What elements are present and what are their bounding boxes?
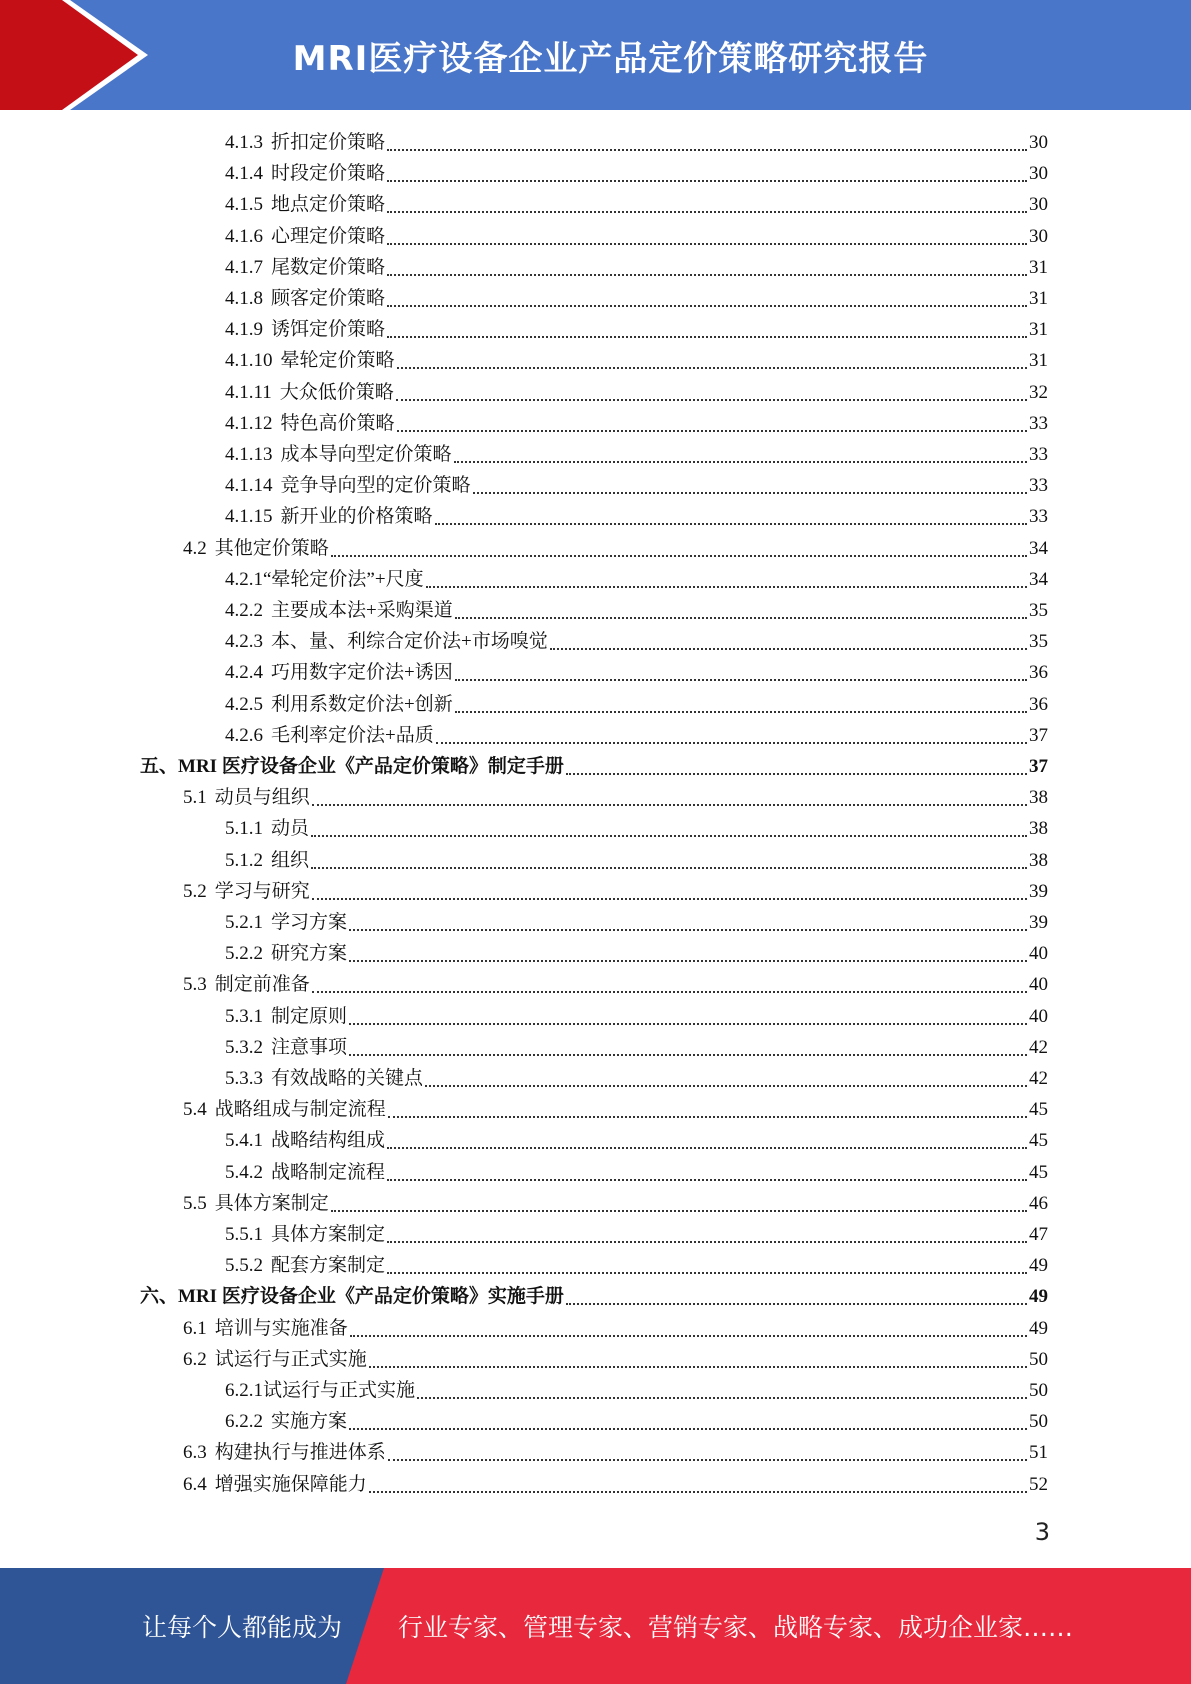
- toc-leader-dots: [387, 1178, 1027, 1181]
- toc-entry-title: 试运行与正式实施: [263, 1380, 416, 1401]
- toc-entry-number: 4.2.4: [225, 662, 263, 683]
- toc-entry-number: 五、: [140, 756, 179, 777]
- toc-entry-page: 40: [1029, 943, 1048, 964]
- toc-entry-number: 4.2: [183, 538, 207, 559]
- toc-entry[interactable]: [225, 127, 1048, 158]
- toc-entry[interactable]: [183, 1469, 1048, 1500]
- toc-leader-dots: [349, 1427, 1027, 1430]
- toc-entry-title: 试运行与正式实施: [214, 1349, 367, 1370]
- toc-entry-title: 战略结构组成: [271, 1130, 386, 1151]
- page-footer: [0, 1568, 1191, 1684]
- toc-entry-page: 30: [1029, 194, 1048, 215]
- toc-leader-dots: [350, 1334, 1027, 1337]
- page-number: 3: [1034, 1518, 1050, 1546]
- toc-leader-dots: [417, 1396, 1027, 1399]
- toc-entry-page: 31: [1029, 257, 1048, 278]
- toc-leader-dots: [396, 398, 1027, 401]
- toc-entry-number: 6.3: [183, 1442, 207, 1463]
- toc-leader-dots: [566, 1302, 1027, 1305]
- toc-entry-number: 5.2.2: [225, 943, 263, 964]
- toc-entry-page: 30: [1029, 163, 1048, 184]
- toc-entry[interactable]: [225, 1219, 1048, 1250]
- toc-entry-number: 5.3.2: [225, 1037, 263, 1058]
- toc-entry[interactable]: [183, 1188, 1048, 1219]
- toc-entry-number: 5.1.2: [225, 850, 263, 871]
- toc-leader-dots: [455, 710, 1027, 713]
- toc-entry-title: 晕轮定价策略: [280, 350, 395, 371]
- toc-entry-number: 4.1.4: [225, 163, 263, 184]
- toc-entry-number: 4.2.6: [225, 725, 263, 746]
- toc-entry-title: 具体方案制定: [214, 1193, 329, 1214]
- toc-entry[interactable]: [225, 1250, 1048, 1281]
- toc-leader-dots: [387, 273, 1027, 276]
- toc-leader-dots: [387, 335, 1027, 338]
- toc-entry-page: 40: [1029, 1006, 1048, 1027]
- toc-entry-title: 培训与实施准备: [214, 1318, 348, 1339]
- toc-entry-title: 动员与组织: [214, 787, 310, 808]
- toc-entry-number: 4.1.11: [225, 382, 272, 403]
- toc-entry-number: 5.3.1: [225, 1006, 263, 1027]
- toc-entry[interactable]: [225, 1125, 1048, 1156]
- toc-entry-page: 35: [1029, 600, 1048, 621]
- toc-leader-dots: [349, 1053, 1027, 1056]
- toc-entry-title: 学习与研究: [214, 881, 310, 902]
- toc-entry-number: 5.1: [183, 787, 207, 808]
- toc-entry-title: 特色高价策略: [280, 413, 395, 434]
- toc-entry[interactable]: [183, 533, 1048, 564]
- toc-entry[interactable]: [225, 345, 1048, 376]
- toc-leader-dots: [473, 491, 1027, 494]
- toc-leader-dots: [455, 678, 1027, 681]
- toc-entry-title: MRI 医疗设备企业《产品定价策略》制定手册: [178, 756, 564, 777]
- toc-entry-page: 34: [1029, 569, 1048, 590]
- toc-leader-dots: [387, 304, 1027, 307]
- toc-leader-dots: [435, 522, 1027, 525]
- toc-entry[interactable]: [225, 252, 1048, 283]
- toc-entry-page: 35: [1029, 631, 1048, 652]
- toc-entry-title: 战略制定流程: [271, 1162, 386, 1183]
- toc-entry[interactable]: [225, 626, 1048, 657]
- toc-entry-number: 5.4: [183, 1099, 207, 1120]
- toc-entry-number: 5.4.1: [225, 1130, 263, 1151]
- toc-entry-number: 4.1.14: [225, 475, 273, 496]
- toc-entry-number: 4.1.3: [225, 132, 263, 153]
- toc-entry-title: 研究方案: [271, 943, 348, 964]
- toc-leader-dots: [436, 741, 1027, 744]
- toc-entry-page: 49: [1029, 1318, 1048, 1339]
- toc-leader-dots: [387, 210, 1027, 213]
- toc-leader-dots: [369, 1490, 1027, 1493]
- toc-entry-title: 制定原则: [271, 1006, 348, 1027]
- toc-entry-page: 45: [1029, 1099, 1048, 1120]
- toc-entry[interactable]: [225, 845, 1048, 876]
- toc-entry-number: 4.2.2: [225, 600, 263, 621]
- toc-leader-dots: [455, 616, 1027, 619]
- toc-leader-dots: [387, 1146, 1027, 1149]
- toc-entry[interactable]: [225, 501, 1048, 532]
- toc-entry[interactable]: [225, 1375, 1048, 1406]
- toc-entry-title: 战略组成与制定流程: [214, 1099, 386, 1120]
- toc-entry-page: 49: [1029, 1255, 1048, 1276]
- toc-entry-number: 5.5.1: [225, 1224, 263, 1245]
- toc-entry[interactable]: [225, 189, 1048, 220]
- toc-entry-number: 6.2.2: [225, 1411, 263, 1432]
- toc-entry-title: 增强实施保障能力: [214, 1474, 367, 1495]
- toc-entry-page: 46: [1029, 1193, 1048, 1214]
- toc-entry[interactable]: [183, 876, 1048, 907]
- toc-entry-title: 诱饵定价策略: [271, 319, 386, 340]
- toc-entry-page: 30: [1029, 226, 1048, 247]
- toc-entry[interactable]: [225, 907, 1048, 938]
- toc-entry[interactable]: [225, 283, 1048, 314]
- toc-entry-title: 心理定价策略: [271, 226, 386, 247]
- toc-entry-page: 32: [1029, 382, 1048, 403]
- toc-entry-page: 40: [1029, 974, 1048, 995]
- footer-slogan-left: 让每个人都能成为: [142, 1613, 343, 1642]
- toc-entry[interactable]: [225, 813, 1048, 844]
- toc-entry-page: 33: [1029, 413, 1048, 434]
- toc-entry-number: 5.3.3: [225, 1068, 263, 1089]
- toc-entry-page: 38: [1029, 850, 1048, 871]
- toc-entry-title: 实施方案: [271, 1411, 348, 1432]
- toc-entry[interactable]: [225, 314, 1048, 345]
- toc-entry-page: 36: [1029, 662, 1048, 683]
- toc-entry-number: 5.4.2: [225, 1162, 263, 1183]
- toc-entry-title: 有效战略的关键点: [271, 1068, 424, 1089]
- toc-entry-page: 45: [1029, 1130, 1048, 1151]
- toc-leader-dots: [349, 959, 1027, 962]
- toc-leader-dots: [369, 1365, 1027, 1368]
- toc-entry-page: 50: [1029, 1411, 1048, 1432]
- toc-leader-dots: [387, 179, 1027, 182]
- toc-entry-title: MRI 医疗设备企业《产品定价策略》实施手册: [178, 1286, 564, 1307]
- toc-entry-number: 4.2.3: [225, 631, 263, 652]
- toc-entry-page: 34: [1029, 538, 1048, 559]
- toc-entry-page: 31: [1029, 288, 1048, 309]
- toc-entry-title: 利用系数定价法+创新: [271, 694, 453, 715]
- toc-leader-dots: [387, 148, 1027, 151]
- toc-leader-dots: [312, 897, 1027, 900]
- toc-leader-dots: [566, 772, 1027, 775]
- toc-leader-dots: [349, 928, 1027, 931]
- toc-entry-number: 6.4: [183, 1474, 207, 1495]
- toc-entry[interactable]: [183, 1094, 1048, 1125]
- toc-entry[interactable]: [225, 1001, 1048, 1032]
- toc-entry-page: 39: [1029, 881, 1048, 902]
- toc-entry-number: 6.1: [183, 1318, 207, 1339]
- toc-entry-title: 时段定价策略: [271, 163, 386, 184]
- toc-entry-page: 50: [1029, 1349, 1048, 1370]
- toc-entry-title: 地点定价策略: [271, 194, 386, 215]
- toc-leader-dots: [331, 1209, 1027, 1212]
- toc-leader-dots: [349, 1022, 1027, 1025]
- toc-entry-number: 4.1.12: [225, 413, 273, 434]
- page-header: [0, 0, 1191, 110]
- toc-leader-dots: [454, 460, 1027, 463]
- toc-entry-page: 38: [1029, 787, 1048, 808]
- toc-leader-dots: [331, 554, 1027, 557]
- toc-leader-dots: [425, 1084, 1027, 1087]
- toc-entry-number: 4.1.9: [225, 319, 263, 340]
- toc-entry-title: 本、量、利综合定价法+市场嗅觉: [271, 631, 548, 652]
- toc-entry-title: 竞争导向型的定价策略: [280, 475, 471, 496]
- toc-entry-number: 4.2.5: [225, 694, 263, 715]
- toc-entry-page: 47: [1029, 1224, 1048, 1245]
- toc-entry-number: 4.1.15: [225, 506, 273, 527]
- toc-entry[interactable]: [225, 1063, 1048, 1094]
- toc-entry-page: 33: [1029, 506, 1048, 527]
- toc-entry-number: 4.1.7: [225, 257, 263, 278]
- toc-leader-dots: [550, 647, 1027, 650]
- toc-entry-title: 主要成本法+采购渠道: [271, 600, 453, 621]
- toc-entry-title: 注意事项: [271, 1037, 348, 1058]
- toc-entry-page: 30: [1029, 132, 1048, 153]
- toc-entry-page: 33: [1029, 475, 1048, 496]
- toc-leader-dots: [387, 242, 1027, 245]
- toc-entry[interactable]: [140, 1281, 1048, 1312]
- toc-entry[interactable]: [225, 377, 1048, 408]
- toc-entry-page: 37: [1029, 756, 1048, 777]
- toc-entry-number: 4.1.5: [225, 194, 263, 215]
- toc-entry-page: 50: [1029, 1380, 1048, 1401]
- toc-leader-dots: [388, 1458, 1027, 1461]
- toc-entry-number: 5.5.2: [225, 1255, 263, 1276]
- toc-entry-page: 42: [1029, 1068, 1048, 1089]
- toc-entry[interactable]: [225, 1032, 1048, 1063]
- toc-leader-dots: [312, 803, 1027, 806]
- toc-entry[interactable]: [225, 221, 1048, 252]
- toc-entry-title: 巧用数字定价法+诱因: [271, 662, 453, 683]
- toc-entry[interactable]: [225, 408, 1048, 439]
- toc-entry-number: 六、: [140, 1286, 179, 1307]
- toc-entry-title: 毛利率定价法+品质: [271, 725, 434, 746]
- report-title: MRI医疗设备企业产品定价策略研究报告: [292, 38, 929, 79]
- toc-entry-number: 4.2.1: [225, 569, 263, 590]
- toc-entry-title: 顾客定价策略: [271, 288, 386, 309]
- toc-entry-page: 42: [1029, 1037, 1048, 1058]
- toc-leader-dots: [312, 990, 1027, 993]
- toc-entry-number: 5.1.1: [225, 818, 263, 839]
- toc-entry[interactable]: [183, 969, 1048, 1000]
- toc-entry-title: 学习方案: [271, 912, 348, 933]
- toc-entry-title: 成本导向型定价策略: [280, 444, 452, 465]
- toc-entry[interactable]: [225, 720, 1048, 751]
- toc-entry-page: 38: [1029, 818, 1048, 839]
- toc-entry-title: 新开业的价格策略: [280, 506, 433, 527]
- toc-entry[interactable]: [183, 1313, 1048, 1344]
- toc-entry-number: 5.2.1: [225, 912, 263, 933]
- toc-entry-page: 52: [1029, 1474, 1048, 1495]
- footer-slogan-right: 行业专家、管理专家、营销专家、战略专家、成功企业家……: [398, 1613, 1074, 1642]
- toc-entry-page: 39: [1029, 912, 1048, 933]
- toc-entry[interactable]: [183, 782, 1048, 813]
- toc-entry[interactable]: [225, 564, 1048, 595]
- toc-entry-number: 6.2.1: [225, 1380, 263, 1401]
- toc-entry-number: 4.1.10: [225, 350, 273, 371]
- toc-entry-title: “晕轮定价法”+尺度: [263, 569, 424, 590]
- toc-leader-dots: [397, 366, 1027, 369]
- toc-entry[interactable]: [225, 1157, 1048, 1188]
- toc-entry[interactable]: [225, 938, 1048, 969]
- toc-entry-title: 组织: [271, 850, 310, 871]
- toc-entry-title: 其他定价策略: [214, 538, 329, 559]
- toc-entry[interactable]: [225, 1406, 1048, 1437]
- toc-entry-number: 5.5: [183, 1193, 207, 1214]
- toc-entry-title: 动员: [271, 818, 310, 839]
- toc-leader-dots: [311, 834, 1027, 837]
- toc-entry-page: 45: [1029, 1162, 1048, 1183]
- toc-entry[interactable]: [183, 1437, 1048, 1468]
- toc-entry-number: 4.1.8: [225, 288, 263, 309]
- toc-entry[interactable]: [225, 595, 1048, 626]
- toc-entry-title: 大众低价策略: [279, 382, 394, 403]
- toc-entry-page: 36: [1029, 694, 1048, 715]
- toc-entry[interactable]: [183, 1344, 1048, 1375]
- toc-entry[interactable]: [140, 751, 1048, 782]
- toc-entry[interactable]: [225, 470, 1048, 501]
- toc-entry-number: 4.1.6: [225, 226, 263, 247]
- toc-entry-page: 49: [1029, 1286, 1048, 1307]
- toc-entry-page: 31: [1029, 350, 1048, 371]
- toc-leader-dots: [426, 585, 1027, 588]
- toc-leader-dots: [397, 429, 1027, 432]
- toc-entry-page: 51: [1029, 1442, 1048, 1463]
- toc-entry-number: 4.1.13: [225, 444, 273, 465]
- toc-entry-page: 33: [1029, 444, 1048, 465]
- toc-entry-title: 配套方案制定: [271, 1255, 386, 1276]
- toc-entry-number: 5.3: [183, 974, 207, 995]
- toc-entry-title: 制定前准备: [214, 974, 310, 995]
- toc-leader-dots: [388, 1115, 1027, 1118]
- toc-leader-dots: [387, 1240, 1027, 1243]
- toc-entry-title: 尾数定价策略: [271, 257, 386, 278]
- toc-leader-dots: [311, 866, 1027, 869]
- toc-entry-number: 6.2: [183, 1349, 207, 1370]
- toc-entry-page: 31: [1029, 319, 1048, 340]
- toc-entry[interactable]: [225, 689, 1048, 720]
- toc-entry-title: 构建执行与推进体系: [214, 1442, 386, 1463]
- toc-entry-number: 5.2: [183, 881, 207, 902]
- toc-entry[interactable]: [225, 657, 1048, 688]
- toc-entry[interactable]: [225, 158, 1048, 189]
- toc-leader-dots: [387, 1271, 1027, 1274]
- toc-entry-page: 37: [1029, 725, 1048, 746]
- toc-entry-title: 具体方案制定: [271, 1224, 386, 1245]
- toc-entry-title: 折扣定价策略: [271, 132, 386, 153]
- toc-entry[interactable]: [225, 439, 1048, 470]
